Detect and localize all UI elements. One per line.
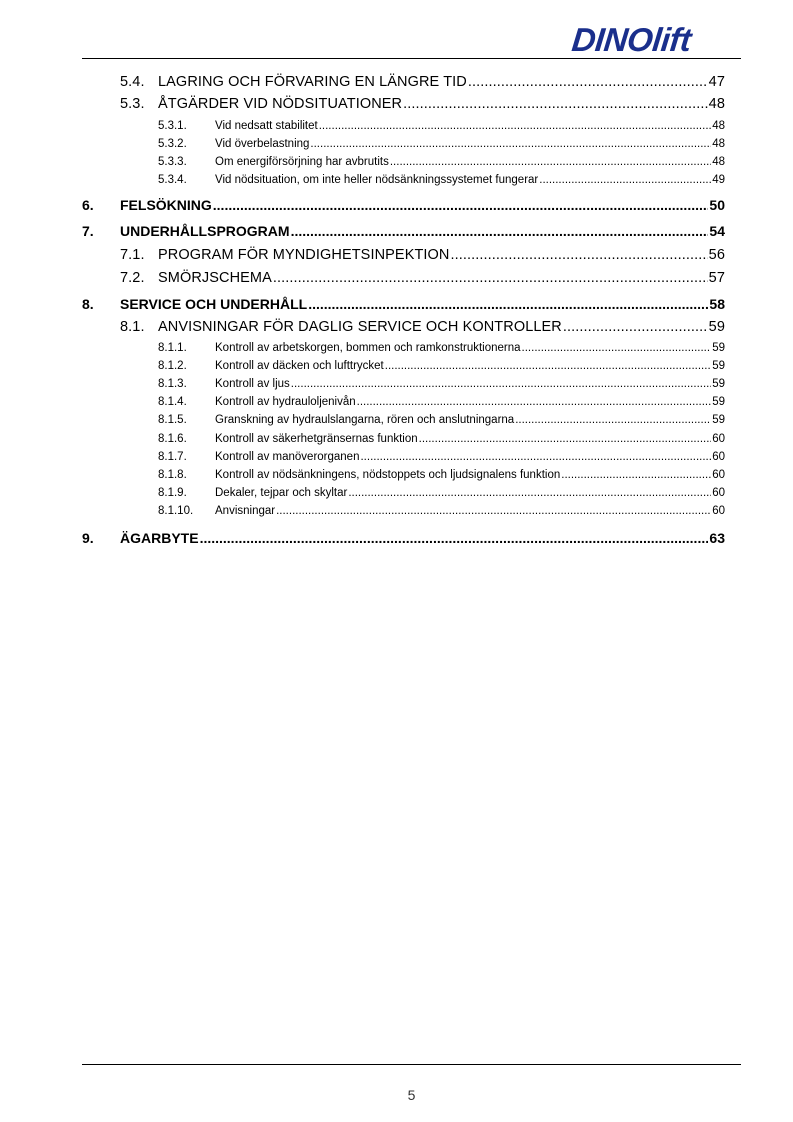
toc-entry-page: 60 [712, 505, 725, 517]
toc-entry-page: 48 [708, 96, 725, 112]
toc-leader-dots [360, 448, 711, 466]
toc-entry-number: 5.3.1. [158, 120, 187, 132]
toc-entry-title: Dekaler, tejpar och skyltar [215, 487, 348, 499]
toc-entry-page: 57 [708, 270, 725, 286]
toc-entry-number: 8.1.4. [158, 396, 187, 408]
dinolift-logo: DINOlift [570, 21, 693, 58]
toc-entry-page: 60 [712, 433, 725, 445]
toc-entry-title: Kontroll av däcken och lufttrycket [215, 360, 384, 372]
toc-entry-title: Kontroll av ljus [215, 378, 290, 390]
toc-entry-page: 56 [708, 247, 725, 263]
toc-entry[interactable] [158, 411, 725, 429]
toc-entry-page: 48 [712, 120, 725, 132]
toc-entry-title: Vid nedsatt stabilitet [215, 120, 318, 132]
toc-entry-title: Om energiförsörjning har avbrutits [215, 156, 389, 168]
toc-entry-title: SERVICE OCH UNDERHÅLL [120, 296, 308, 312]
toc-entry-title: Kontroll av hydrauloljenivån [215, 396, 356, 408]
toc-entry-title: ANVISNINGAR FÖR DAGLIG SERVICE OCH KONTROLLER [158, 319, 562, 335]
toc-entry-number: 8.1. [120, 319, 145, 335]
toc-leader-dots [200, 528, 709, 548]
toc-leader-dots [563, 316, 708, 338]
toc-entry-number: 8.1.5. [158, 414, 187, 426]
toc-entry-number: 8. [82, 296, 94, 312]
toc-entry[interactable] [82, 221, 725, 241]
toc-entry-title: Vid nödsituation, om inte heller nödsänkningssystemet fungerar [215, 174, 539, 186]
toc-entry-number: 7.2. [120, 270, 145, 286]
page-number: 5 [407, 1087, 416, 1103]
toc-entry-number: 6. [82, 197, 94, 213]
toc-entry-title: Kontroll av arbetskorgen, bommen och ramkonstruktionerna [215, 342, 521, 354]
toc-leader-dots [515, 411, 711, 429]
toc-entry-title: Anvisningar [215, 505, 276, 517]
toc-entry-number: 9. [82, 530, 94, 546]
toc-entry[interactable] [158, 466, 725, 484]
toc-entry[interactable] [82, 294, 725, 314]
toc-entry-title: Vid överbelastning [215, 138, 310, 150]
toc-entry[interactable] [120, 316, 725, 338]
toc-entry-page: 47 [708, 74, 725, 90]
toc-entry-page: 59 [712, 378, 725, 390]
toc-entry-number: 8.1.2. [158, 360, 187, 372]
toc-entry-title: UNDERHÅLLSPROGRAM [120, 223, 290, 239]
toc-entry[interactable] [120, 93, 725, 115]
toc-entry-page: 63 [709, 530, 725, 546]
toc-entry-page: 58 [709, 296, 725, 312]
toc-entry[interactable] [158, 448, 725, 466]
toc-entry-page: 59 [712, 342, 725, 354]
toc-entry-number: 8.1.7. [158, 451, 187, 463]
toc-entry-number: 8.1.8. [158, 469, 187, 481]
toc-entry-number: 7. [82, 223, 94, 239]
toc-leader-dots [213, 195, 709, 215]
toc-entry-page: 59 [712, 414, 725, 426]
toc-entry[interactable] [158, 339, 725, 357]
toc-entry[interactable] [158, 375, 725, 393]
toc-leader-dots [319, 117, 711, 135]
toc-leader-dots [273, 267, 708, 289]
toc-entry[interactable] [158, 484, 725, 502]
footer-divider [82, 1064, 741, 1065]
toc-entry-number: 7.1. [120, 247, 145, 263]
toc-entry-number: 8.1.6. [158, 433, 187, 445]
toc-leader-dots [310, 135, 711, 153]
toc-leader-dots [291, 221, 709, 241]
toc-leader-dots [539, 171, 711, 189]
toc-leader-dots [451, 244, 708, 266]
toc-entry-page: 48 [712, 156, 725, 168]
toc-leader-dots [468, 71, 708, 93]
toc-entry[interactable] [82, 195, 725, 215]
toc-leader-dots [348, 484, 711, 502]
toc-leader-dots [308, 294, 708, 314]
toc-entry[interactable] [158, 117, 725, 135]
toc-entry[interactable] [120, 244, 725, 266]
toc-entry-title: Granskning av hydraulslangarna, rören och anslutningarna [215, 414, 515, 426]
toc-leader-dots [522, 339, 712, 357]
toc-leader-dots [561, 466, 711, 484]
toc-entry[interactable] [158, 430, 725, 448]
toc-leader-dots [403, 93, 708, 115]
toc-entry[interactable] [158, 135, 725, 153]
toc-entry-title: Kontroll av nödsänkningens, nödstoppets och ljudsignalens funktion [215, 469, 561, 481]
toc-entry-page: 54 [709, 223, 725, 239]
toc-entry-title: Kontroll av säkerhetgränsernas funktion [215, 433, 418, 445]
toc-leader-dots [419, 430, 712, 448]
toc-entry[interactable] [82, 528, 725, 548]
header-divider [82, 58, 741, 59]
toc-entry-number: 5.3.2. [158, 138, 187, 150]
toc-entry-number: 5.3. [120, 96, 145, 112]
toc-entry-number: 5.3.3. [158, 156, 187, 168]
toc-entry[interactable] [158, 502, 725, 520]
toc-entry[interactable] [120, 71, 725, 93]
toc-entry-page: 59 [708, 319, 725, 335]
toc-entry-title: ÄGARBYTE [120, 530, 199, 546]
toc-entry-page: 48 [712, 138, 725, 150]
toc-entry-title: SMÖRJSCHEMA [158, 270, 272, 286]
toc-entry-number: 8.1.10. [158, 505, 194, 517]
toc-entry-number: 8.1.9. [158, 487, 187, 499]
toc-entry-title: FELSÖKNING [120, 197, 212, 213]
toc-entry-page: 60 [712, 469, 725, 481]
toc-leader-dots [357, 393, 712, 411]
toc-entry-title: Kontroll av manöverorganen [215, 451, 360, 463]
toc-entry[interactable] [158, 393, 725, 411]
toc-entry-number: 8.1.3. [158, 378, 187, 390]
toc-entry-title: PROGRAM FÖR MYNDIGHETSINPEKTION [158, 247, 450, 263]
toc-entry-number: 8.1.1. [158, 342, 187, 354]
toc-entry[interactable] [158, 153, 725, 171]
toc-entry[interactable] [158, 171, 725, 189]
toc-entry-number: 5.4. [120, 74, 145, 90]
toc-entry[interactable] [158, 357, 725, 375]
toc-entry-title: ÅTGÄRDER VID NÖDSITUATIONER [158, 96, 403, 112]
toc-entry-title: LAGRING OCH FÖRVARING EN LÄNGRE TID [158, 74, 467, 90]
toc-entry-page: 60 [712, 487, 725, 499]
toc-entry-page: 59 [712, 360, 725, 372]
toc-entry[interactable] [120, 267, 725, 289]
toc-leader-dots [385, 357, 711, 375]
toc-leader-dots [390, 153, 711, 171]
toc-entry-page: 50 [709, 197, 725, 213]
toc-entry-page: 60 [712, 451, 725, 463]
toc-entry-page: 49 [712, 174, 725, 186]
toc-entry-number: 5.3.4. [158, 174, 187, 186]
toc-leader-dots [291, 375, 711, 393]
toc-leader-dots [276, 502, 711, 520]
toc-entry-page: 59 [712, 396, 725, 408]
